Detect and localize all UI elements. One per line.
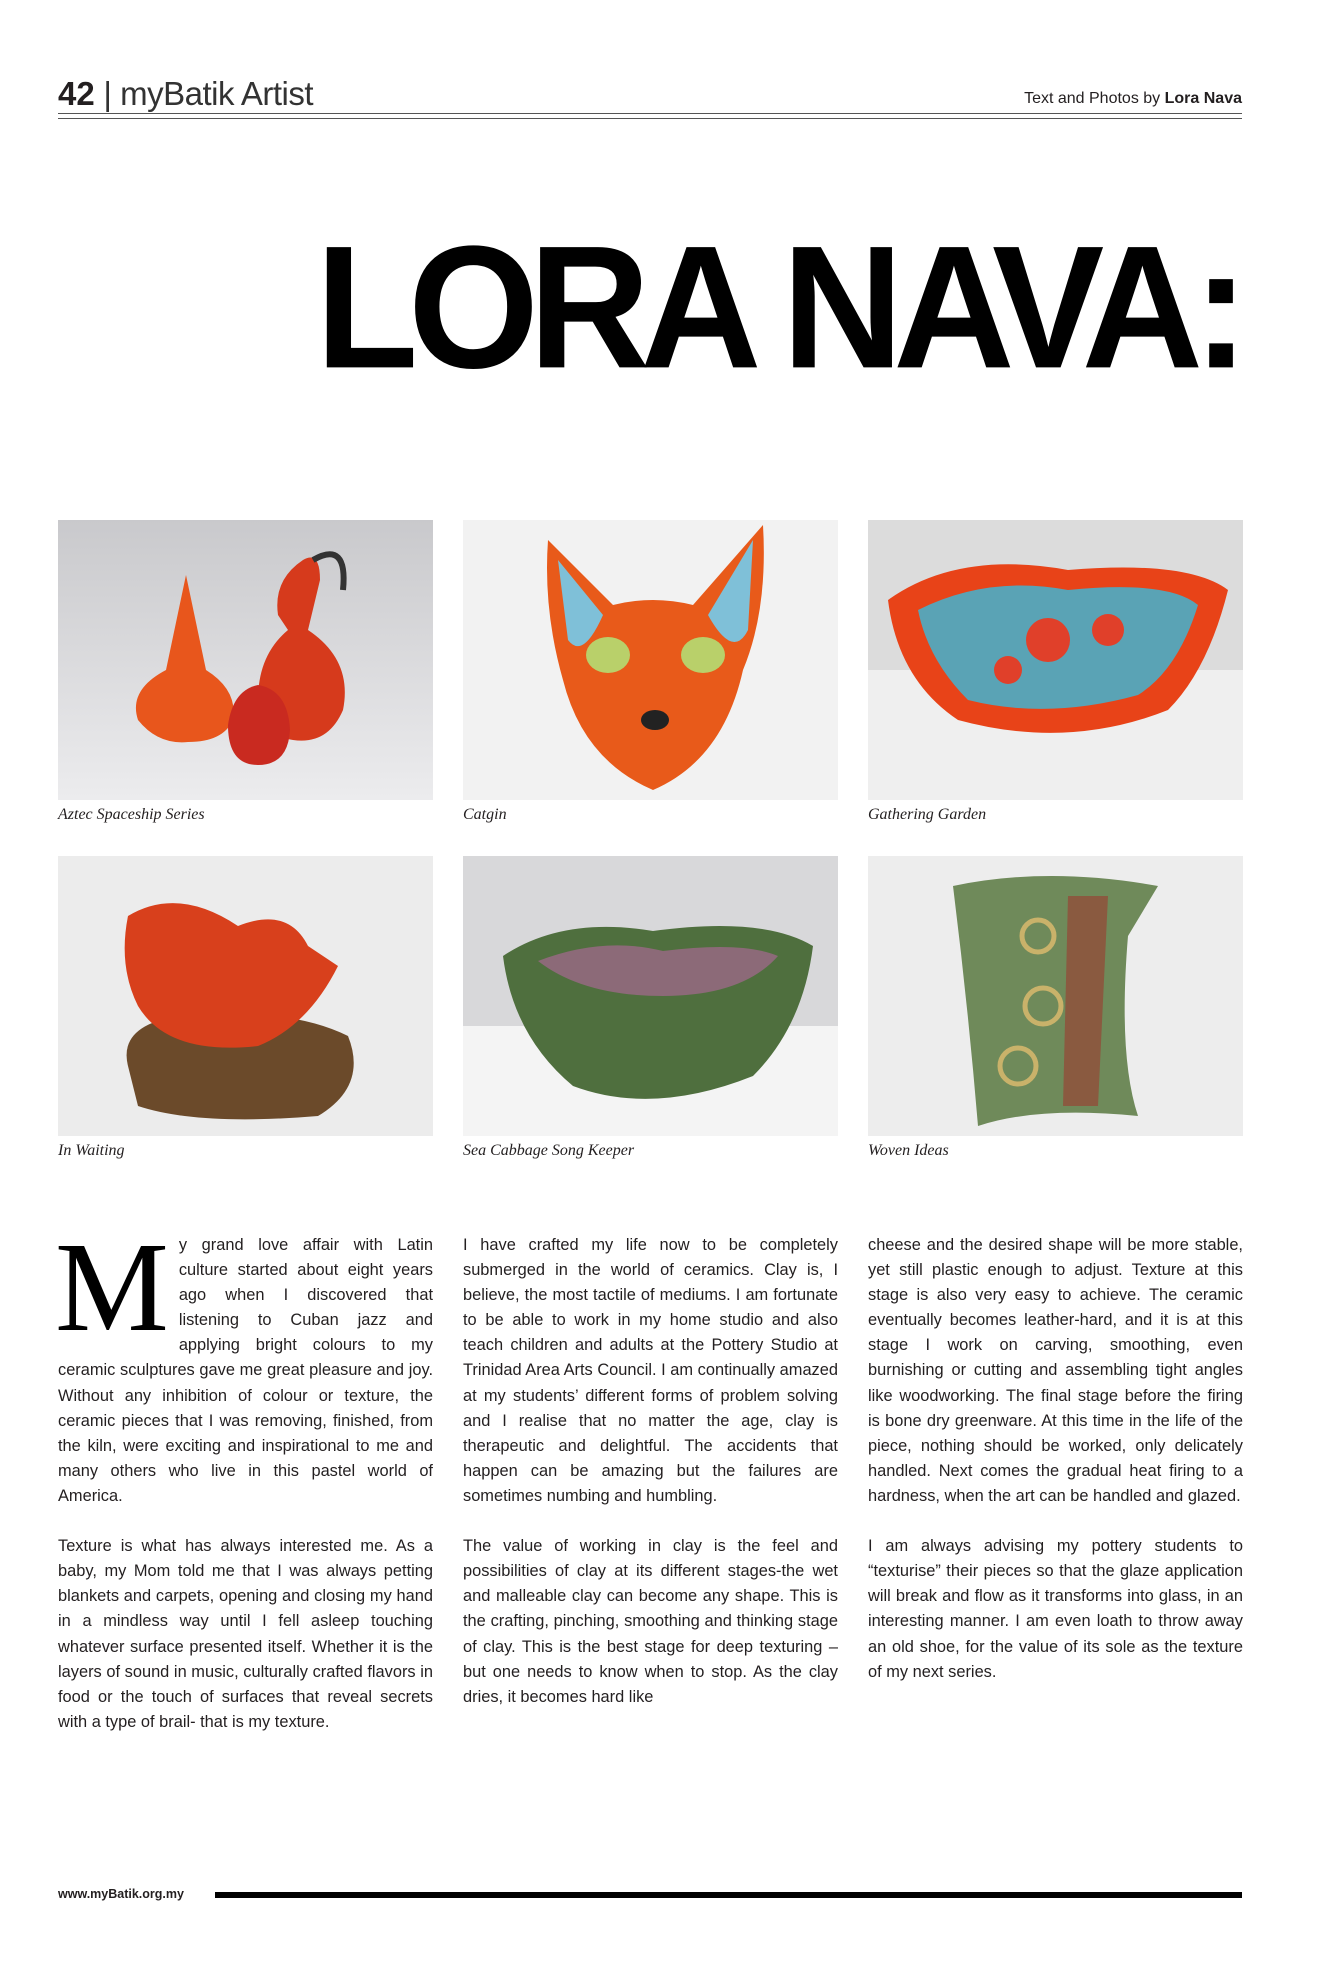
photo-caption: Gathering Garden: [868, 806, 987, 823]
drop-cap: M: [55, 1216, 169, 1358]
header-rule-bottom: [58, 118, 1242, 119]
paragraph: I have crafted my life now to be completely submerged in the world of ceramics. Clay is, I believe, the most tactile of mediums. I am fortunate to be able to work in my home studio and also teach children and adults at the Pottery Studio at Trinidad Area Arts Council. I am continually amazed at my students’ different forms of problem solving and I realise that no matter the age, clay is therapeutic and delightful. The accidents that happen can be amazing but the failures are sometimes numbing and humbling.: [463, 1236, 838, 1505]
photo-caption: Catgin: [463, 806, 507, 823]
header-separator: |: [94, 75, 121, 112]
article-column-1: [55, 1216, 433, 1760]
article-column-2: [463, 1233, 838, 1735]
photo-sea-cabbage-song-keeper: [463, 856, 838, 1136]
photo-caption: In Waiting: [58, 1142, 125, 1159]
footer-rule: [215, 1892, 1242, 1898]
photo-in-waiting: [58, 856, 433, 1136]
photo-caption: Aztec Spaceship Series: [58, 806, 205, 823]
section-name: myBatik Artist: [120, 75, 314, 112]
paragraph: The value of working in clay is the feel and possibilities of clay at its different stages-the wet and malleable clay can become any shape. This is the crafting, pinching, smoothing and thinking stage of clay. This is the best stage for deep texturing – but one needs to know when to stop. As the clay dries, it becomes hard like: [463, 1537, 838, 1706]
page-number: 42: [58, 75, 95, 112]
photo-aztec-spaceship-series: [58, 520, 433, 800]
credit-prefix: Text and Photos by: [1024, 90, 1161, 107]
paragraph-text: y grand love affair with Latin culture started about eight years ago when I discovered that listening to Cuban jazz and applying bright colours to my ceramic sculptures gave me great pleasure and joy. Without any inhibition of colour or texture, the ceramic pieces that I was removing, finished, from the kiln, were exciting and inspirational to me and many others who live in this pastel world of America.: [58, 1236, 433, 1505]
paragraph: Texture is what has always interested me. As a baby, my Mom told me that I was always petting blankets and carpets, opening and closing my hand in a mindless way until I fell asleep touching whatever surface presented itself. Whether it is the layers of sound in music, culturally crafted flavors in food or the touch of surfaces that reveal secrets with a type of brail- that is my texture.: [58, 1537, 433, 1731]
paragraph: I am always advising my pottery students to “texturise” their pieces so that the glaze application will break and flow as it transforms into glass, in an interesting manner. I am even loath to throw away an old shoe, for the value of its sole as the texture of my next series.: [868, 1537, 1243, 1681]
photo-woven-ideas: [868, 856, 1243, 1136]
credit-name: Lora Nava: [1164, 90, 1242, 107]
footer-url: www.myBatik.org.my: [58, 1887, 184, 1901]
photo-catgin: [463, 520, 838, 800]
photo-gathering-garden: [868, 520, 1243, 800]
header-rule-top: [58, 113, 1242, 114]
running-header: [58, 74, 313, 114]
article-column-3: [868, 1233, 1243, 1710]
paragraph: cheese and the desired shape will be more stable, yet still plastic enough to adjust. Texture at this stage is also very easy to achieve. The ceramic eventually becomes leather-hard, and it is at this stage I work on carving, smoothing, even burnishing or cutting and assembling tight angles like woodworking. The final stage before the firing is bone dry greenware. At this time in the life of the piece, nothing should be worked, only delicately handled. Next comes the gradual heat firing to a hardness, when the art can be handled and glazed.: [868, 1236, 1243, 1505]
paragraph: [55, 1216, 433, 1509]
article-title: LORA NAVA:: [315, 209, 1239, 405]
photo-caption: Sea Cabbage Song Keeper: [463, 1142, 635, 1159]
credit-line: [1024, 90, 1242, 108]
photo-caption: Woven Ideas: [868, 1142, 949, 1159]
